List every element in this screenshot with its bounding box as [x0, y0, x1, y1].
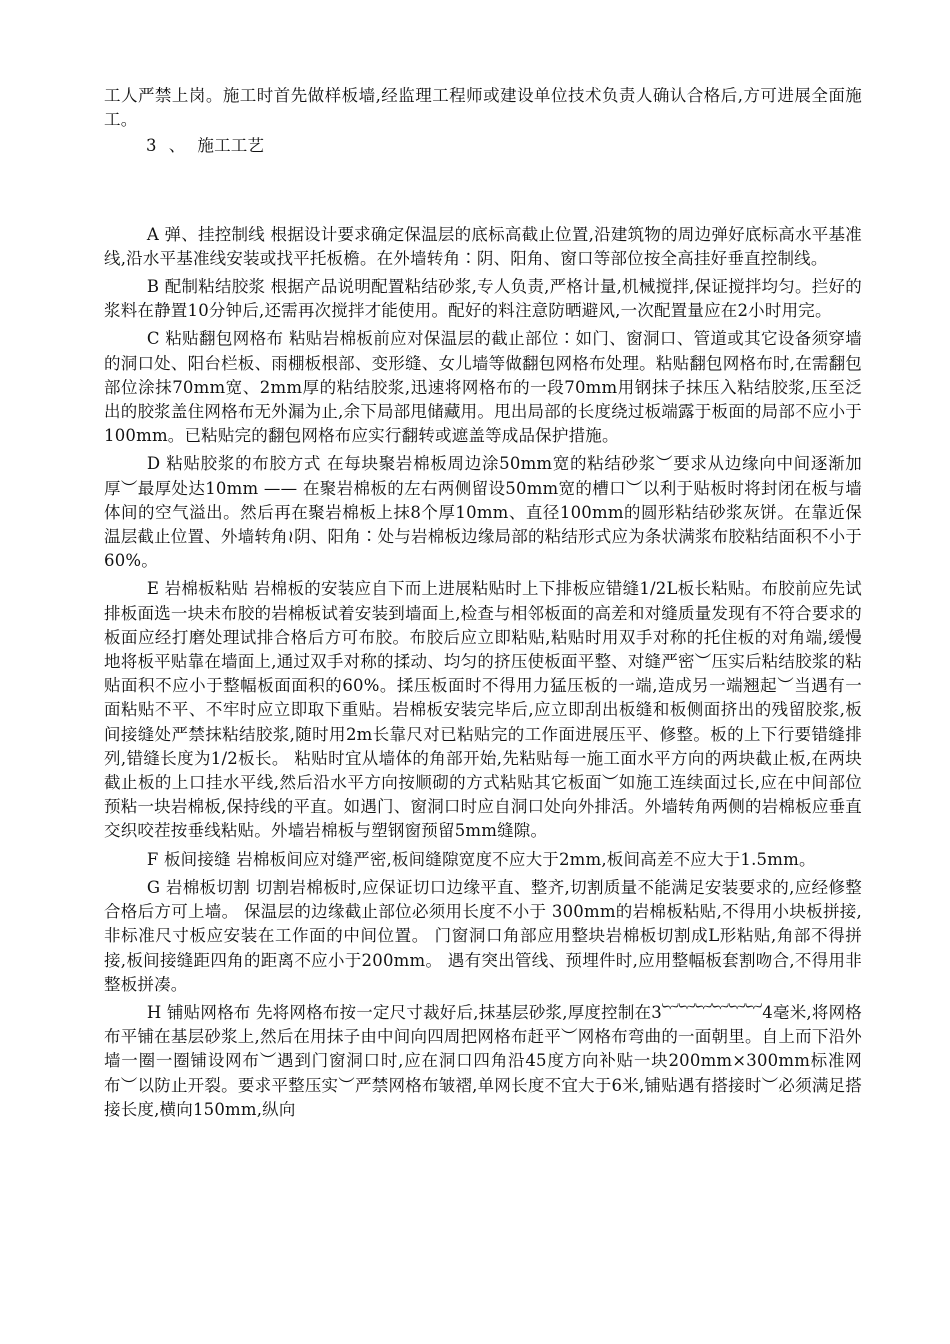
- document-page: [104, 84, 862, 1122]
- spacer: [104, 159, 862, 223]
- paragraph-c: C 粘贴翻包网格布 粘贴岩棉板前应对保温层的截止部位∶如门、窗洞口、管道或其它设备须穿墙的洞口处、阳台栏板、雨棚板根部、变形缝、女儿墙等做翻包网格布处理。粘贴翻包网格布时,在需翻包部位涂抹70mm宽、2mm厚的粘结胶浆,迅速将网格布的一段70mm用钢抹子抹压入粘结胶浆,压至泛出的胶浆盖住网格布无外漏为止,余下局部甩储藏用。甩出局部的长度绕过板端露于板面的局部不应小于100mm。已粘贴完的翻包网格布应实行翻转或遮盖等成品保护措施。: [104, 329, 862, 446]
- paragraph-f: F 板间接缝 岩棉板间应对缝严密,板间缝隙宽度不应大于2mm,板间高差不应大于1.5mm。: [146, 849, 816, 869]
- paragraph-g: G 岩棉板切割 切割岩棉板时,应保证切口边缘平直、整齐,切割质量不能满足安装要求的,应经修整合格后方可上墙。 保温层的边缘截止部位必须用长度不小于 300mm的岩棉板粘贴,不得用小块板拼接,非标准尺寸板应安装在工作面的中间位置。 门窗洞口角部应用整块岩棉板切割成L形粘贴,角部不得拼接,板间接缝距四角的距离不应小于200mm。 遇有突出管线、预埋件时,应用整幅板套割吻合,不得用非整板拼凑。: [104, 877, 862, 994]
- section-separator: 、: [168, 136, 186, 156]
- section-number: 3: [146, 136, 157, 156]
- paragraph-e: E 岩棉板粘贴 岩棉板的安装应自下而上进展粘贴时上下排板应错缝1/2L板长粘贴。布胶前应先试排板面选一块未布胶的岩棉板试着安装到墙面上,检查与相邻板面的高差和对缝质量发现有不符合要求的板面应经打磨处理试排合格后方可布胶。布胶后应立即粘贴,粘贴时用双手对称的托住板的对角端,缓慢地将板平贴靠在墙面上,通过双手对称的揉动、均匀的挤压使板面平整、对缝严密︶压实后粘结胶浆的粘贴面积不应小于整幅板面面积的60%。揉压板面时不得用力猛压板的一端,造成另一端翘起︶当遇有一面粘贴不平、不牢时应立即取下重贴。岩棉板安装完毕后,应立即刮出板缝和板侧面挤出的残留胶浆,板间接缝处严禁抹粘结胶浆,随时用2m长靠尺对已粘贴完的工作面进展压平、修整。板的上下行要错缝排列,错缝长度为1/2板长。 粘贴时宜从墙体的角部开始,先粘贴每一施工面水平方向的两块截止板,在两块截止板的上口挂水平线,然后沿水平方向按顺砌的方式粘贴其它板面︶如施工连续面过长,应在中间部位预粘一块岩棉板,保持线的平直。如遇门、窗洞口时应自洞口处向外排活。外墙转角两侧的岩棉板应垂直交织咬茬按垂线粘贴。外墙岩棉板与塑钢窗预留5mm缝隙。: [104, 579, 862, 841]
- paragraph-b: B 配制粘结胶浆 根据产品说明配置粘结砂浆,专人负责,严格计量,机械搅拌,保证搅拌均匀。拦好的浆料在静置10分钟后,还需再次搅拌才能使用。配好的料注意防晒避风,一次配置量应在2小时用完。: [104, 277, 862, 321]
- intro-paragraph: 工人严禁上岗。施工时首先做样板墙,经监理工程师或建设单位技术负责人确认合格后,方可进展全面施工。: [104, 86, 862, 130]
- section-title: 施工工艺: [197, 136, 265, 156]
- paragraph-h: H 铺贴网格布 先将网格布按一定尺寸裁好后,抹基层砂浆,厚度控制在3︸︸︸︸︸︸4毫米,将网格布平铺在基层砂浆上,然后在用抹子由中间向四周把网格布赶平︶网格布弯曲的一面朝里。自上而下沿外墙一圈一圈铺设网布︶遇到门窗洞口时,应在洞口四角沿45度方向补贴一块200mm×300mm标准网布︶以防止开裂。要求平整压实︶严禁网格布皱褶,单网长度不宜大于6米,铺贴遇有搭接时︶必须满足搭接长度,横向150mm,纵向: [104, 1002, 862, 1119]
- paragraph-d: D 粘贴胶浆的布胶方式 在每块聚岩棉板周边涂50mm宽的粘结砂浆︶要求从边缘向中间逐渐加厚︶最厚处达10mm —— 在聚岩棉板的左右两侧留设50mm宽的槽口︶以利于贴板时将封闭在板与墙体间的空气溢出。然后再在聚岩棉板上抹8个厚10mm、直径100mm的圆形粘结砂浆灰饼。在靠近保温层截止位置、外墙转角≀阴、阳角∶处与岩棉板边缘局部的粘结形式应为条状满浆布胶粘结面积不小于60%。: [104, 454, 862, 571]
- paragraph-a: A 弹、挂控制线 根据设计要求确定保温层的底标高截止位置,沿建筑物的周边弹好底标高水平基准线,沿水平基准线安装或找平托板檐。在外墙转角∶阴、阳角、窗口等部位按全高挂好垂直控制线。: [104, 224, 862, 268]
- section-heading: [104, 134, 862, 158]
